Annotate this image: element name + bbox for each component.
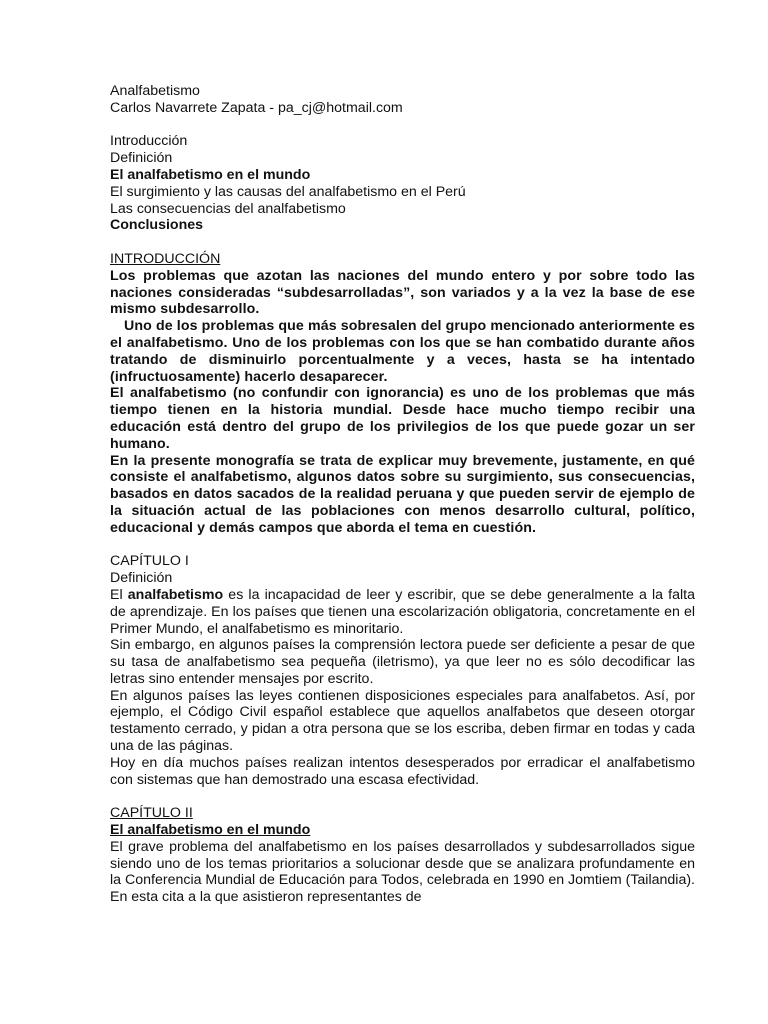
chapter-1-paragraph: Hoy en día muchos países realizan intentos desesperados por erradicar el analfabetismo con sistemas que han demostrado una escasa efectividad. xyxy=(110,754,695,788)
introduction-section xyxy=(110,251,695,537)
spacer xyxy=(110,788,695,805)
spacer xyxy=(110,234,695,251)
paragraph-text: es la incapacidad de leer y escribir, que se debe generalmente a la falta de aprendizaje. En los países que tienen una escolarización obligatoria, concretamente en el Primer Mundo, el analfabetismo es minoritario. xyxy=(110,586,696,637)
term-analfabetismo: analfabetismo xyxy=(127,586,224,603)
toc-item-introduccion: Introducción xyxy=(110,133,188,150)
chapter-2-heading: CAPÍTULO II xyxy=(110,805,193,822)
chapter-1-paragraph: En algunos países las leyes contienen disposiciones especiales para analfabetos. Así, por ejemplo, el Código Civil español establece que aquellos analfabetos que deseen otorgar testamento cerrado, y pidan a otra persona que se los escriba, deben firmar en todas y cada una de las páginas. xyxy=(110,687,695,755)
toc-item-conclusiones: Conclusiones xyxy=(110,217,204,234)
toc-item-definicion: Definición xyxy=(110,150,173,167)
author-line: Carlos Navarrete Zapata - pa_cj@hotmail.com xyxy=(110,99,403,116)
table-of-contents xyxy=(110,133,695,234)
document-title: Analfabetismo xyxy=(110,83,200,99)
intro-paragraph: Uno de los problemas que más sobresalen del grupo mencionado anteriormente es el analfabetismo. Uno de los problemas con los que se han combatido durante años tratando de disminuirlo porcentualmente y a veces, hasta se ha intentado (infructuosamente) hacerlo desaparecer. xyxy=(110,318,695,385)
chapter-1-paragraph xyxy=(110,587,695,637)
chapter-2-paragraph: El grave problema del analfabetismo en los países desarrollados y subdesarrollados sigue siendo uno de los temas prioritarios a solucionar desde que se analizara profundamente en la Conferencia Mundial de Educación para Todos, celebrada en 1990 en Jomtiem (Tailandia). En esta cita a la que asistieron representantes de xyxy=(110,838,695,906)
intro-paragraph: El analfabetismo (no confundir con ignorancia) es uno de los problemas que más tiempo tienen en la historia mundial. Desde hace mucho tiempo recibir una educación está dentro del grupo de los privilegios de los que puede gozar un ser humano. xyxy=(110,385,695,452)
chapter-2-subheading: El analfabetismo en el mundo xyxy=(110,822,311,839)
toc-item-analfabetismo-mundo: El analfabetismo en el mundo xyxy=(110,166,311,183)
chapter-2-section xyxy=(110,805,695,906)
spacer xyxy=(110,537,695,554)
chapter-1-subheading: Definición xyxy=(110,570,173,587)
toc-item-surgimiento: El surgimiento y las causas del analfabetismo en el Perú xyxy=(110,183,466,200)
intro-paragraph: En la presente monografía se trata de explicar muy brevemente, justamente, en qué consiste el analfabetismo, algunos datos sobre su surgimiento, sus consecuencias, basados en datos sacados de la realidad peruana y que pueden servir de ejemplo de la situación actual de las poblaciones con menos desarrollo cultural, político, educacional y demás campos que aborda el tema en cuestión. xyxy=(110,452,695,536)
paragraph-text: El xyxy=(110,586,128,603)
chapter-1-paragraph: Sin embargo, en algunos países la comprensión lectora puede ser deficiente a pesar de que su tasa de analfabetismo sea pequeña (iletrismo), ya que leer no es sólo decodificar las letras sino entender mensajes por escrito. xyxy=(110,637,695,687)
toc-item-consecuencias: Las consecuencias del analfabetismo xyxy=(110,200,346,217)
intro-paragraph: Los problemas que azotan las naciones del mundo entero y por sobre todo las naciones consideradas “subdesarrolladas”, son variados y a la vez la base de ese mismo subdesarrollo. xyxy=(110,267,695,318)
section-heading-introduccion: INTRODUCCIÓN xyxy=(110,250,221,267)
document-page xyxy=(110,83,695,906)
chapter-1-section xyxy=(110,553,695,788)
spacer xyxy=(110,117,695,134)
chapter-1-heading: CAPÍTULO I xyxy=(110,553,189,570)
